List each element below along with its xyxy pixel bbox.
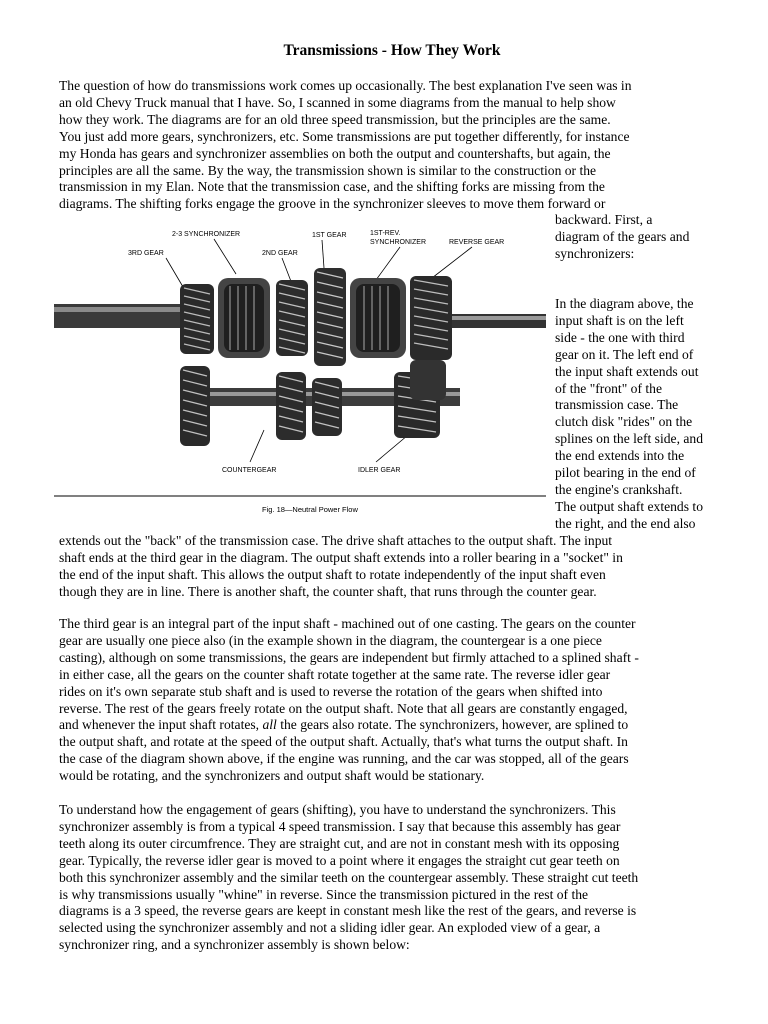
text-line: diagrams. The shifting forks engage the groove in the synchronizer sleeves to move them forward or bbox=[59, 196, 606, 212]
text-line: The question of how do transmissions work comes up occasionally. The best explanation I've seen was in bbox=[59, 78, 632, 93]
text-line: transmission case. The bbox=[555, 397, 679, 413]
text-line: selected using the synchronizer assembly and not a sliding idler gear. An exploded view of a gear, a bbox=[59, 920, 601, 936]
2-3-synchronizer-shape bbox=[218, 278, 270, 358]
label-reverse-gear: REVERSE GEAR bbox=[449, 239, 505, 246]
side-text-description bbox=[555, 296, 727, 533]
text-line: the input shaft extends out bbox=[555, 363, 699, 379]
text-line: diagram of the gears and bbox=[555, 228, 690, 244]
text-line: The third gear is an integral part of the input shaft - machined out of one casting. The gears on the counter bbox=[59, 616, 636, 631]
text-line: In the diagram above, the bbox=[555, 296, 694, 311]
continued-paragraph bbox=[59, 533, 725, 601]
text-line: synchronizers: bbox=[555, 245, 635, 261]
label-1st-rev-synchronizer-b: SYNCHRONIZER bbox=[370, 239, 427, 246]
text-line: the end extends into the bbox=[555, 448, 685, 464]
text-line: though they are in line. There is another shaft, the counter shaft, that runs through the counter gear. bbox=[59, 583, 597, 599]
text-line: how they work. The diagrams are for an old three speed transmission, but the principles are the same. bbox=[59, 111, 611, 127]
text-line: an old Chevy Truck manual that I have. So, I scanned in some diagrams from the manual to help show bbox=[59, 94, 616, 110]
page-title: Transmissions - How They Work bbox=[283, 42, 501, 59]
text-line: would be rotating, and the synchronizers and output shaft would be stationary. bbox=[59, 768, 485, 784]
text-line: side - the one with third bbox=[555, 329, 685, 345]
text-line: the engine's crankshaft. bbox=[555, 481, 683, 497]
text-line: both this synchronizer assembly and the similar teeth on the countergear assembly. These straight cut teeth bbox=[59, 869, 639, 885]
text-line: diagrams is a 3 speed, the reverse gears are keept in constant mesh like the rest of the gears, and reverse is bbox=[59, 903, 637, 919]
label-2nd-gear: 2ND GEAR bbox=[262, 250, 298, 257]
text-line: shaft ends at the third gear in the diagram. The output shaft extends into a roller bearing in a "socket" in bbox=[59, 549, 623, 565]
text-line: transmission in my Elan. Note that the transmission case, and the shifting forks are missing from the bbox=[59, 179, 605, 195]
text-line bbox=[59, 717, 725, 734]
text-line: gear are usually one piece also (in the example shown in the diagram, the countergear is a one piece bbox=[59, 632, 602, 648]
label-countergear: COUNTERGEAR bbox=[222, 467, 277, 474]
side-text-intro bbox=[555, 212, 727, 263]
text-line: the case of the diagram shown above, if the engine was running, and the car was stopped, all of the gears bbox=[59, 751, 629, 767]
main-gear-row bbox=[180, 268, 452, 366]
text-run: the gears also rotate. The synchronizers, however, are splined to bbox=[276, 717, 629, 733]
text-line: principles are all the same. By the way, the transmission shown is similar to the construction or the bbox=[59, 162, 597, 178]
text-line: To understand how the engagement of gears (shifting), you have to understand the synchronizers. This bbox=[59, 802, 616, 817]
label-2-3-synchronizer: 2-3 SYNCHRONIZER bbox=[172, 231, 241, 238]
1st-rev-synchronizer-shape bbox=[350, 278, 406, 358]
text-line: rides on it's own separate stub shaft and is used to reverse the rotation of the gears when shifted into bbox=[59, 683, 603, 699]
text-line: is why transmissions usually "whine" in reverse. Since the transmission pictured in the rest of the bbox=[59, 886, 589, 902]
text-run: and whenever the input shaft rotates, bbox=[59, 717, 263, 733]
text-line: synchronizer assembly is from a typical 4 speed transmission. I say that because this assembly has gear bbox=[59, 818, 621, 834]
gear-diagram-svg bbox=[54, 222, 546, 522]
emphasis-all: all bbox=[262, 717, 277, 733]
text-line: synchronizer ring, and a synchronizer assembly is shown below: bbox=[59, 937, 410, 953]
text-line: extends out the "back" of the transmission case. The drive shaft attaches to the output shaft. The input bbox=[59, 533, 613, 548]
countergear-assembly bbox=[180, 360, 460, 446]
label-1st-gear: 1ST GEAR bbox=[312, 232, 347, 239]
text-line: backward. First, a bbox=[555, 212, 653, 227]
text-line: gear on it. The left end of bbox=[555, 346, 694, 362]
transmission-diagram bbox=[54, 222, 546, 522]
label-idler-gear: IDLER GEAR bbox=[358, 467, 401, 474]
label-3rd-gear: 3RD GEAR bbox=[128, 250, 164, 257]
text-line: gear. Typically, the reverse idler gear is moved to a point where it engages the straight cut gear teeth on bbox=[59, 852, 620, 868]
figure-caption: Fig. 18—Neutral Power Flow bbox=[262, 505, 358, 514]
text-line: the output shaft, and rotate at the speed of the output shaft. Actually, that's what turns the output shaft. In bbox=[59, 734, 628, 750]
1st-gear-shape bbox=[314, 268, 346, 366]
text-line: The output shaft extends to bbox=[555, 498, 703, 514]
text-line: splines on the left side, and bbox=[555, 431, 703, 447]
3rd-gear-shape bbox=[180, 284, 214, 354]
text-line: the right, and the end also bbox=[555, 515, 696, 531]
text-line: the end of the input shaft. This allows the output shaft to rotate independently of the input shaft even bbox=[59, 566, 606, 582]
text-line: You just add more gears, synchronizers, etc. Some transmissions are put together differently, for instance bbox=[59, 128, 630, 144]
text-line: reverse. The rest of the gears freely rotate on the output shaft. Note that all gears are constantly engaged, bbox=[59, 700, 628, 716]
third-gear-paragraph bbox=[59, 616, 725, 785]
label-1st-rev-synchronizer-a: 1ST-REV. bbox=[370, 230, 401, 237]
text-line: in either case, all the gears on the counter shaft rotate together at the same rate. The reverse idler gear bbox=[59, 666, 611, 682]
text-line: pilot bearing in the end of bbox=[555, 465, 696, 481]
text-line: teeth along its outer circumfrence. They are straight cut, and are not in constant mesh with its opposing bbox=[59, 835, 620, 851]
synchronizer-paragraph bbox=[59, 802, 725, 954]
text-line: casting), although on some transmissions, the gears are independent but firmly attached to a splined shaft - bbox=[59, 649, 639, 665]
text-line: clutch disk "rides" on the bbox=[555, 414, 693, 430]
intro-paragraph bbox=[59, 78, 725, 213]
text-line: input shaft is on the left bbox=[555, 312, 684, 328]
text-line: of the "front" of the bbox=[555, 380, 662, 396]
reverse-gear-shape bbox=[410, 276, 452, 360]
2nd-gear-shape bbox=[276, 280, 308, 356]
text-line: my Honda has gears and synchronizer assemblies on both the output and countershafts, but again, the bbox=[59, 145, 611, 161]
